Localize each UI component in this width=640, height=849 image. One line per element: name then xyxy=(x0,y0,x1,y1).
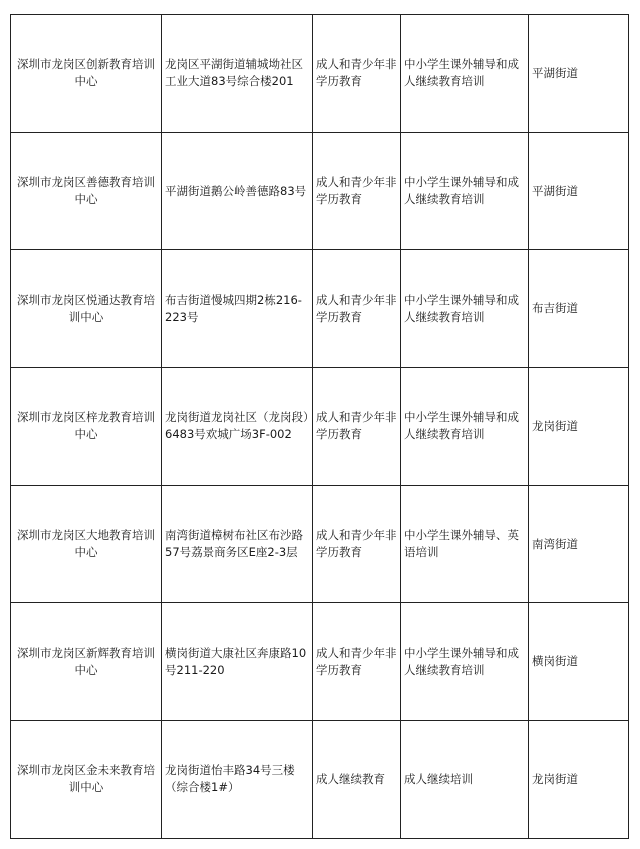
training-scope: 中小学生课外辅导和成人继续教育培训 xyxy=(401,368,529,486)
education-type: 成人和青少年非学历教育 xyxy=(313,15,401,133)
institution-name: 深圳市龙岗区新辉教育培训中心 xyxy=(11,603,162,721)
training-scope: 中小学生课外辅导和成人继续教育培训 xyxy=(401,132,529,250)
institution-address: 南湾街道樟树布社区布沙路57号荔景商务区E座2-3层 xyxy=(162,485,313,603)
education-type: 成人继续教育 xyxy=(313,721,401,839)
institution-address: 横岗街道大康社区奔康路10号211-220 xyxy=(162,603,313,721)
institution-name: 深圳市龙岗区金未来教育培训中心 xyxy=(11,721,162,839)
institution-name: 深圳市龙岗区梓龙教育培训中心 xyxy=(11,368,162,486)
training-scope: 成人继续培训 xyxy=(401,721,529,839)
table-row xyxy=(11,485,629,603)
institution-address: 龙岗区平湖街道辅城坳社区工业大道83号综合楼201 xyxy=(162,15,313,133)
subdistrict: 平湖街道 xyxy=(529,132,629,250)
subdistrict: 布吉街道 xyxy=(529,250,629,368)
subdistrict: 南湾街道 xyxy=(529,485,629,603)
table-row xyxy=(11,132,629,250)
training-scope: 中小学生课外辅导和成人继续教育培训 xyxy=(401,15,529,133)
education-type: 成人和青少年非学历教育 xyxy=(313,250,401,368)
subdistrict: 平湖街道 xyxy=(529,15,629,133)
institution-table xyxy=(10,14,629,839)
institution-address: 平湖街道鹅公岭善德路83号 xyxy=(162,132,313,250)
education-type: 成人和青少年非学历教育 xyxy=(313,132,401,250)
subdistrict: 龙岗街道 xyxy=(529,721,629,839)
table-row xyxy=(11,603,629,721)
training-scope: 中小学生课外辅导和成人继续教育培训 xyxy=(401,250,529,368)
table-row xyxy=(11,368,629,486)
subdistrict: 龙岗街道 xyxy=(529,368,629,486)
table-row xyxy=(11,15,629,133)
training-scope: 中小学生课外辅导、英语培训 xyxy=(401,485,529,603)
institution-name: 深圳市龙岗区悦通达教育培训中心 xyxy=(11,250,162,368)
table-row xyxy=(11,250,629,368)
subdistrict: 横岗街道 xyxy=(529,603,629,721)
table-row xyxy=(11,721,629,839)
institution-name: 深圳市龙岗区大地教育培训中心 xyxy=(11,485,162,603)
institution-address: 布吉街道慢城四期2栋216-223号 xyxy=(162,250,313,368)
institution-name: 深圳市龙岗区善德教育培训中心 xyxy=(11,132,162,250)
education-type: 成人和青少年非学历教育 xyxy=(313,368,401,486)
institution-name: 深圳市龙岗区创新教育培训中心 xyxy=(11,15,162,133)
institution-address: 龙岗街道龙岗社区（龙岗段）6483号欢城广场3F-002 xyxy=(162,368,313,486)
education-type: 成人和青少年非学历教育 xyxy=(313,603,401,721)
training-scope: 中小学生课外辅导和成人继续教育培训 xyxy=(401,603,529,721)
education-type: 成人和青少年非学历教育 xyxy=(313,485,401,603)
institution-address: 龙岗街道怡丰路34号三楼（综合楼1#） xyxy=(162,721,313,839)
